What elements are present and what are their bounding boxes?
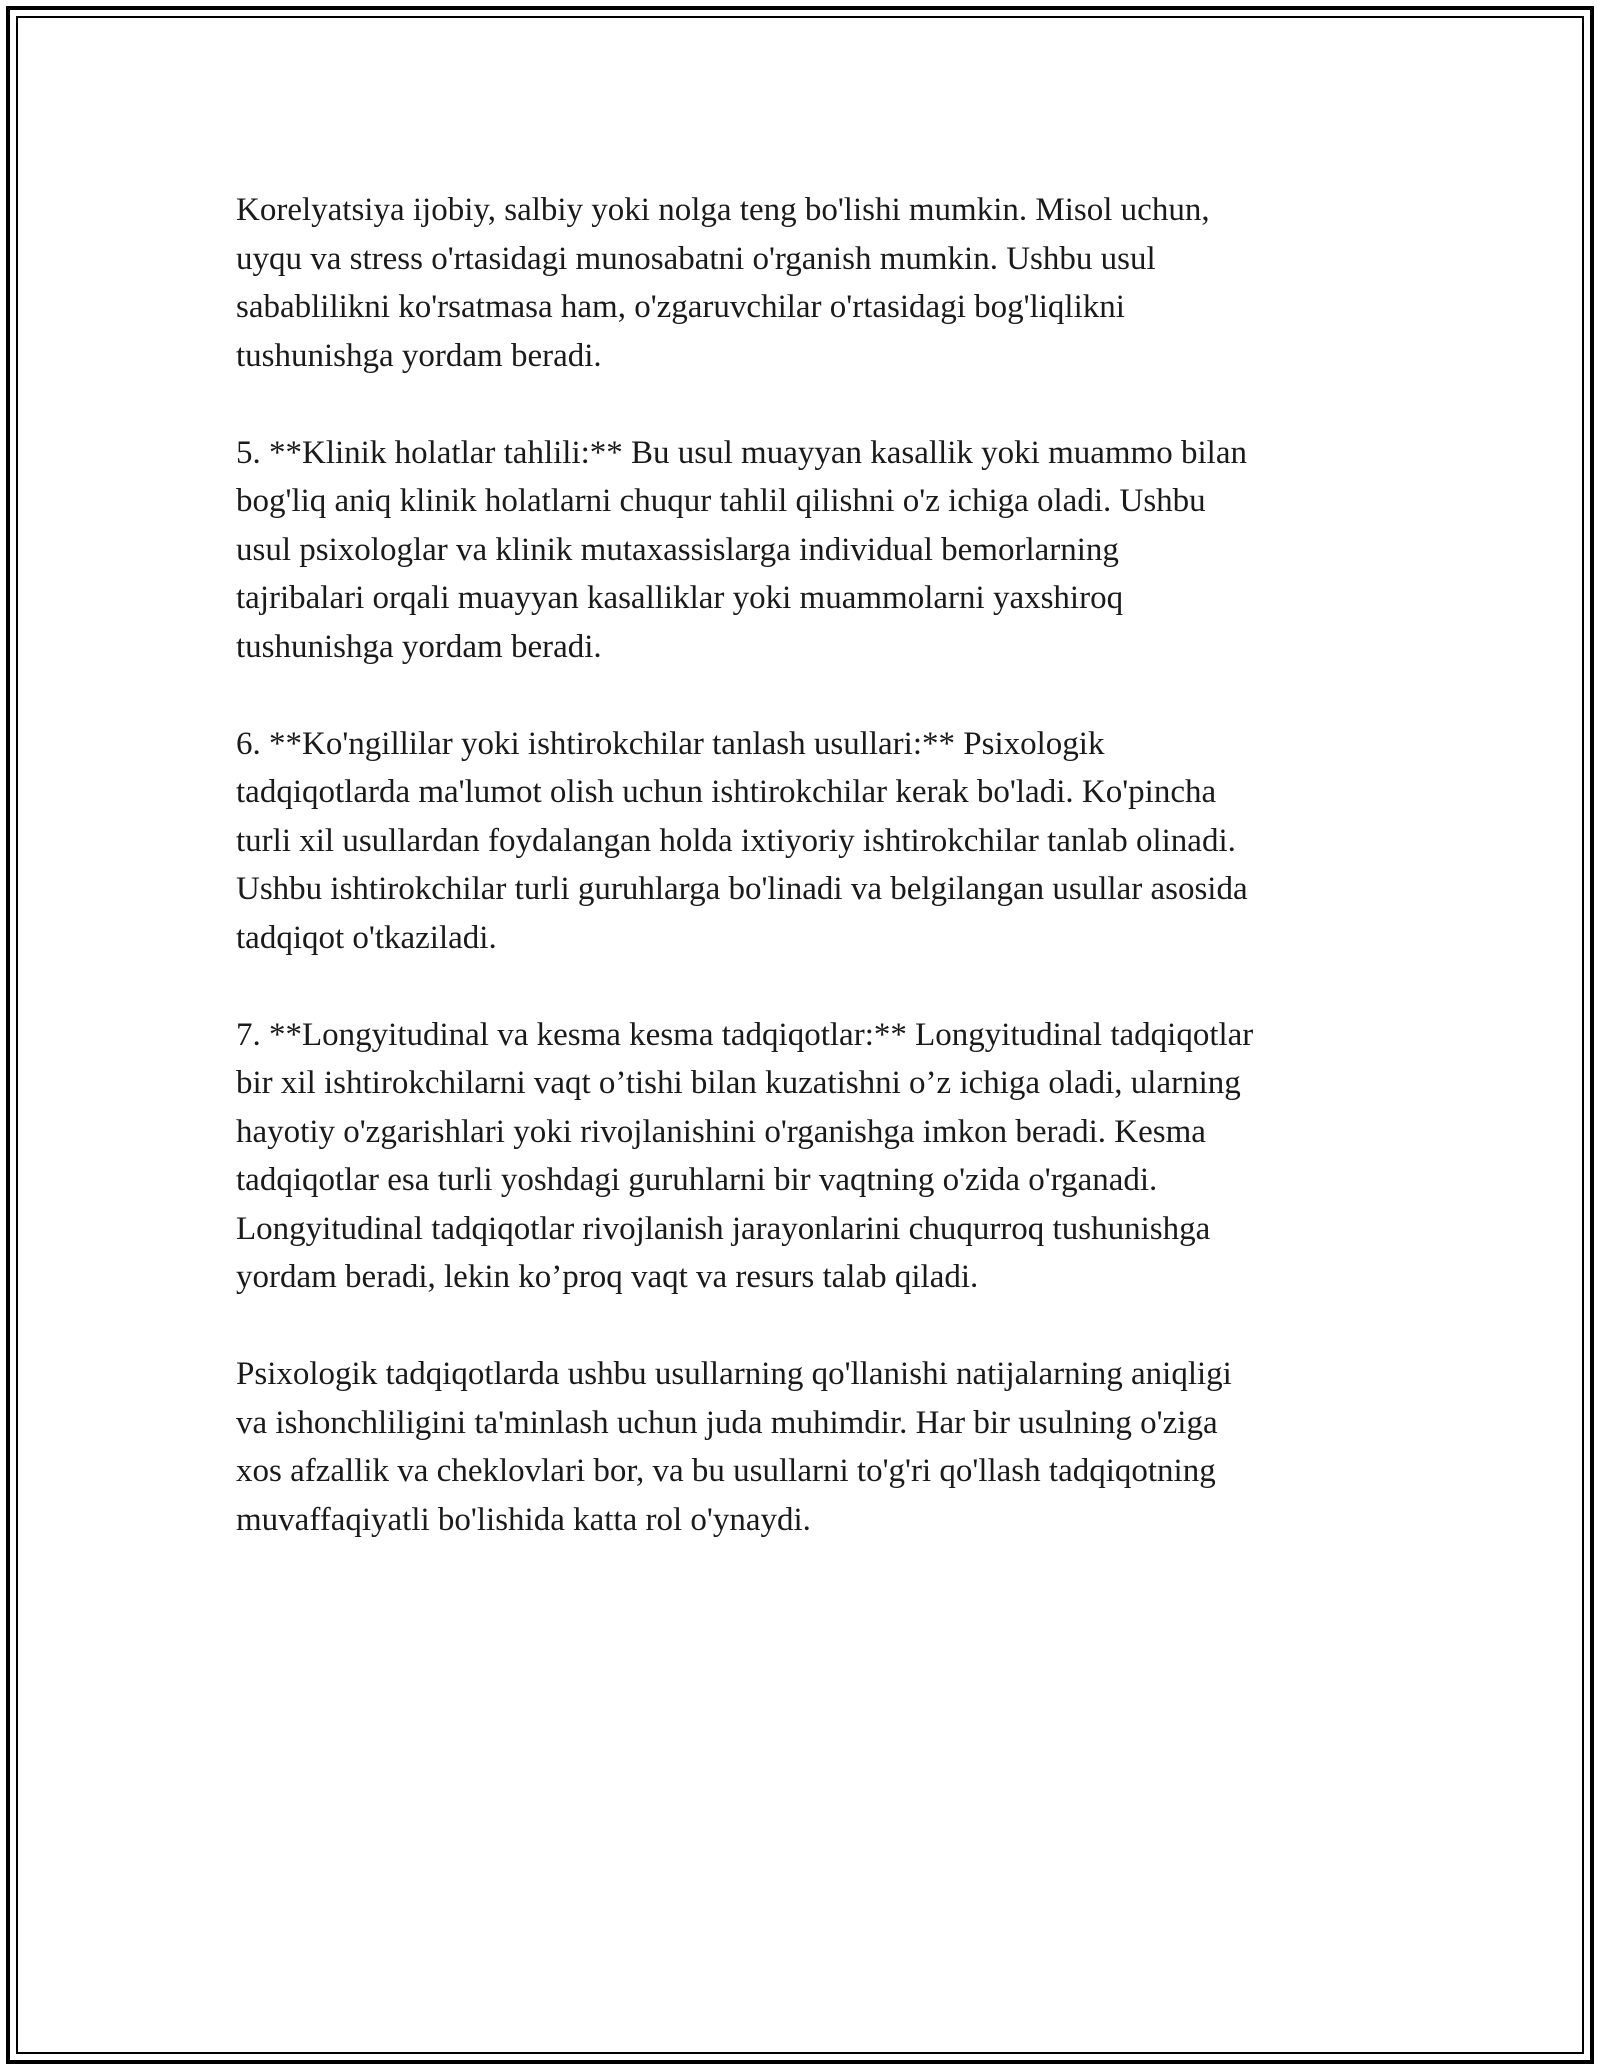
paragraph-conclusion: Psixologik tadqiqotlarda ushbu usullarning qo'llanishi natijalarning aniqligi va ishonchliligini ta'minlash uchun juda muhimdir. Har bir usulning o'ziga xos afzallik va cheklovlari bor, va bu usullarni to'g'ri qo'llash tadqiqotning muvaffaqiyatli bo'lishida katta rol o'ynaydi. [236,1356,1232,1538]
paragraph-clinical-case-analysis: 5. **Klinik holatlar tahlili:** Bu usul muayyan kasallik yoki muammo bilan bog'liq aniq klinik holatlarni chuqur tahlil qilishni o'z ichiga oladi. Ushbu usul psixologlar va klinik mutaxassislarga individual bemorlarning tajribalari orqali muayyan kasalliklar yoki muammolarni yaxshiroq tushunishga yordam beradi. [236,434,1247,665]
paragraph-participant-selection: 6. **Ko'ngillilar yoki ishtirokchilar tanlash usullari:** Psixologik tadqiqotlarda ma'lumot olish uchun ishtirokchilar kerak bo'ladi. Ko'pincha turli xil usullardan foydalangan holda ixtiyoriy ishtirokchilar tanlab olinadi. Ushbu ishtirokchilar turli guruhlarga bo'linadi va belgilangan usullar asosida tadqiqot o'tkaziladi. [236,725,1248,956]
paragraph-longitudinal-cross-sectional: 7. **Longyitudinal va kesma kesma tadqiqotlar:** Longyitudinal tadqiqotlar bir xil ishtirokchilarni vaqt o’tishi bilan kuzatishni o’z ichiga oladi, ularning hayotiy o'zgarishlari yoki rivojlanishini o'rganishga imkon beradi. Kesma tadqiqotlar esa turli yoshdagi guruhlarni bir vaqtning o'zida o'rganadi. Longyitudinal tadqiqotlar rivojlanish jarayonlarini chuqurroq tushunishga yordam beradi, lekin ko’proq vaqt va resurs talab qiladi. [236,1016,1254,1295]
paragraph-correlation: Korelyatsiya ijobiy, salbiy yoki nolga teng bo'lishi mumkin. Misol uchun, uyqu va stress o'rtasidagi munosabatni o'rganish mumkin. Ushbu usul sabablilikni ko'rsatmasa ham, o'zgaruvchilar o'rtasidagi bog'liqlikni tushunishga yordam beradi. [236,192,1210,374]
document-body [236,186,1386,1593]
